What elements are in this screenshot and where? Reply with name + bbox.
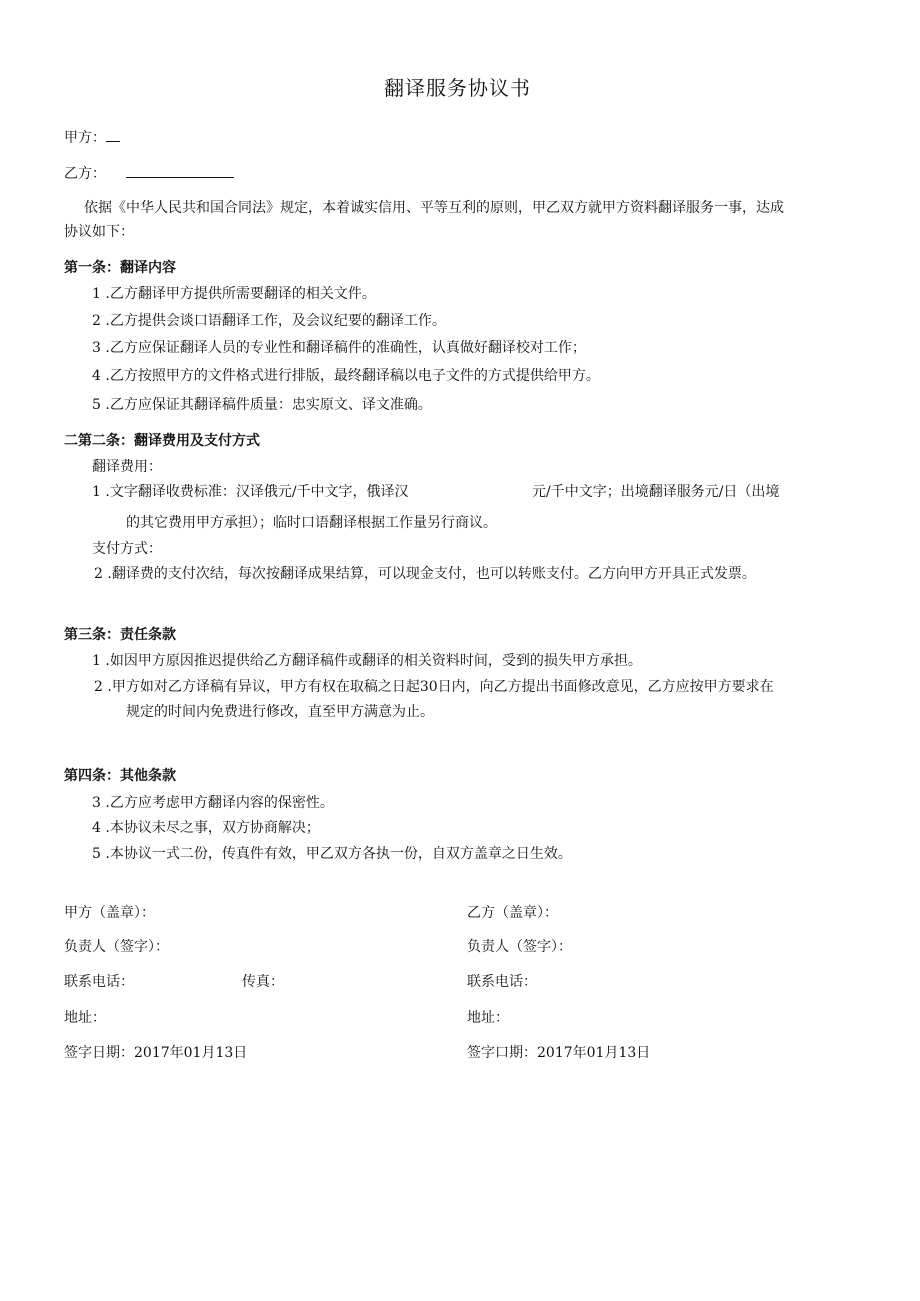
party-b-blank xyxy=(126,165,234,178)
document-title: 翻译服务协议书 xyxy=(384,76,531,100)
article-4-heading: 第四条：其他条款 xyxy=(64,768,176,784)
fee-label: 翻译费用： xyxy=(92,459,162,475)
party-a-line xyxy=(64,129,120,147)
article-4-item: 5 .本协议一式二份，传真件有效，甲乙双方各执一份，自双方盖章之日生效。 xyxy=(92,846,572,862)
article-4-item: 4 .本协议未尽之事，双方协商解决； xyxy=(92,820,320,836)
payment-label: 支付方式： xyxy=(92,541,162,557)
fee-item-1-part2: 元/千中文字；出境翻译服务元/日（出境 xyxy=(532,484,780,500)
party-b-responsible: 负责人（签字）： xyxy=(467,939,572,955)
payment-item-2: 2 .翻译费的支付次结，每次按翻译成果结算，可以现金支付，也可以转账支付。乙方向甲方开具正式发票。 xyxy=(94,566,756,582)
article-3-item-1: 1 .如因甲方原因推迟提供给乙方翻译稿件或翻译的相关资料时间，受到的损失甲方承担。 xyxy=(92,653,642,669)
party-b-label: 乙方： xyxy=(64,166,106,182)
article-4-item: 3 .乙方应考虑甲方翻译内容的保密性。 xyxy=(92,795,334,811)
article-2-heading: 二第二条：翻译费用及支付方式 xyxy=(64,433,260,449)
party-b-seal: 乙方（盖章）： xyxy=(467,905,558,921)
party-a-fax: 传真： xyxy=(242,974,284,990)
article-1-heading: 第一条：翻译内容 xyxy=(64,260,176,276)
article-1-item: 4 .乙方按照甲方的文件格式进行排版，最终翻译稿以电子文件的方式提供给甲方。 xyxy=(92,368,600,384)
party-a-blank xyxy=(106,129,120,142)
party-a-phone: 联系电话： xyxy=(64,974,134,990)
fee-item-1-continued: 的其它费用甲方承担）；临时口语翻译根据工作量另行商议。 xyxy=(126,515,497,531)
party-a-seal: 甲方（盖章）： xyxy=(64,905,155,921)
article-1-item: 1 .乙方翻译甲方提供所需要翻译的相关文件。 xyxy=(92,286,376,302)
article-3-item-2: 2 .甲方如对乙方译稿有异议，甲方有权在取稿之日起30日内，向乙方提出书面修改意见，乙方应按甲方要求在 xyxy=(94,679,774,695)
article-3-item-2-continued: 规定的时间内免费进行修改，直至甲方满意为止。 xyxy=(126,704,434,720)
party-b-phone: 联系电话： xyxy=(467,974,537,990)
party-a-responsible: 负责人（签字）： xyxy=(64,939,169,955)
intro-line-2: 协议如下： xyxy=(64,224,134,240)
party-a-address: 地址： xyxy=(64,1010,106,1026)
party-b-address: 地址： xyxy=(467,1010,509,1026)
party-a-sign-date: 签字日期：2017年01月13日 xyxy=(64,1045,248,1061)
party-a-label: 甲方： xyxy=(64,130,106,146)
party-b-sign-date: 签字口期：2017年01月13日 xyxy=(467,1045,651,1061)
intro-line-1: 依据《中华人民共和国合同法》规定，本着诚实信用、平等互利的原则，甲乙双方就甲方资料翻译服务一事，达成 xyxy=(84,200,784,216)
party-b-line xyxy=(64,165,234,183)
article-3-heading: 第三条：责任条款 xyxy=(64,627,176,643)
fee-item-1: 1 .文字翻译收费标准：汉译俄元/千中文字，俄译汉 xyxy=(92,484,409,500)
article-1-item: 5 .乙方应保证其翻译稿件质量：忠实原文、译文准确。 xyxy=(92,397,432,413)
article-1-item: 2 .乙方提供会谈口语翻译工作，及会议纪要的翻译工作。 xyxy=(92,313,446,329)
article-1-item: 3 .乙方应保证翻译人员的专业性和翻译稿件的准确性，认真做好翻译校对工作； xyxy=(92,340,586,356)
